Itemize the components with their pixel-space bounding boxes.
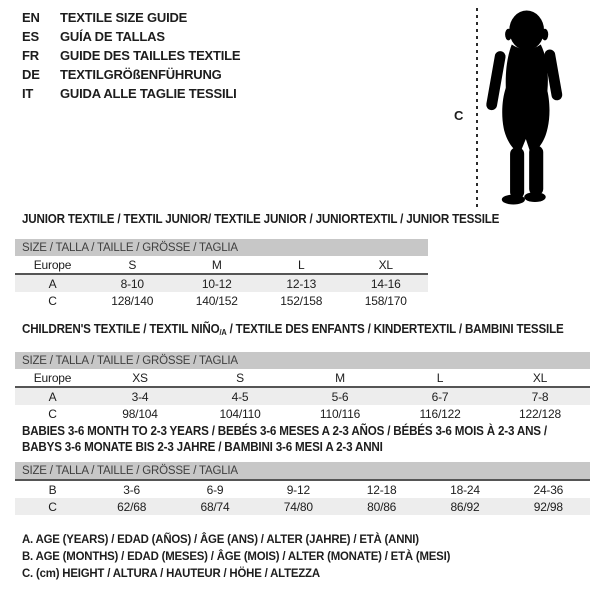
value-cell: 12-13	[259, 274, 344, 292]
lang-row-it	[22, 84, 240, 103]
title-part: / TEXTILE DES ENFANTS / KINDERTEXTIL / BAMBINI TESSILE	[226, 322, 564, 336]
lang-label: GUIDE DES TAILLES TEXTILE	[60, 48, 241, 63]
value-cell: 3-6	[123, 482, 141, 497]
value-cell: 74/80	[257, 498, 340, 515]
value-cell: 98/104	[122, 406, 158, 421]
row-label-cell: C	[15, 498, 90, 515]
section-title-line2: BABYS 3-6 MONATE BIS 2-3 JAHRE / BAMBINI 3-6 MESI A 2-3 ANNI	[22, 440, 383, 454]
language-title-list	[22, 8, 240, 103]
row-label-cell: A	[15, 274, 90, 292]
size-header-bar	[15, 352, 590, 369]
region-header-cell: Europe	[15, 369, 90, 387]
size-col-header: XL	[344, 256, 429, 274]
size-col-header: XL	[490, 369, 590, 387]
value-cell: 6-7	[390, 387, 490, 405]
lang-label: GUIDA ALLE TAGLIE TESSILI	[60, 86, 237, 101]
value-cell: 5-6	[290, 387, 390, 405]
size-col-header: M	[175, 256, 260, 274]
babies-size-table	[15, 462, 590, 515]
size-header-bar	[15, 239, 428, 256]
value-cell: 62/68	[90, 498, 173, 515]
value-cell: 92/98	[507, 498, 590, 515]
lang-label: TEXTILGRÖßENFÜHRUNG	[60, 67, 222, 82]
value-cell: 116/122	[419, 406, 461, 421]
note-height-cm: C. (cm) HEIGHT / ALTURA / HAUTEUR / HÖHE / ALTEZZA	[22, 566, 320, 580]
value-cell: 110/116	[319, 406, 361, 421]
section-childrens-textile	[15, 321, 590, 422]
section-title-line1: BABIES 3-6 MONTH TO 2-3 YEARS / BEBÉS 3-6 MESES A 2-3 AÑOS / BÉBÉS 3-6 MOIS À 2-3 ANS /	[22, 424, 547, 438]
size-col-header: L	[259, 256, 344, 274]
table-header-row	[15, 256, 428, 274]
table-row-age	[15, 274, 428, 292]
baby-silhouette-icon	[483, 8, 567, 207]
note-age-years: A. AGE (YEARS) / EDAD (AÑOS) / ÂGE (ANS) / ALTER (JAHRE) / ETÀ (ANNI)	[22, 532, 419, 546]
children-size-table	[15, 352, 590, 422]
region-header-cell: Europe	[15, 256, 90, 274]
value-cell: 68/74	[173, 498, 256, 515]
row-label-cell: A	[15, 387, 90, 405]
lang-code: IT	[22, 86, 34, 101]
value-cell: 152/158	[280, 293, 323, 308]
table-row-age	[15, 387, 590, 405]
size-col-header: M	[290, 369, 390, 387]
section-title: JUNIOR TEXTILE / TEXTIL JUNIOR/ TEXTILE JUNIOR / JUNIORTEXTIL / JUNIOR TESSILE	[22, 212, 500, 226]
value-cell: 12-18	[366, 482, 397, 497]
height-dotted-line	[476, 8, 478, 207]
legend-notes	[22, 531, 473, 582]
value-cell: 158/170	[364, 293, 407, 308]
lang-label: TEXTILE SIZE GUIDE	[60, 10, 188, 25]
value-cell: 8-10	[90, 274, 175, 292]
table-row-height	[15, 292, 428, 309]
value-cell: 3-4	[90, 387, 190, 405]
row-label-cell: B	[48, 482, 57, 497]
title-part: CHILDREN'S TEXTILE / TEXTIL NIÑO	[22, 322, 220, 336]
lang-row-es	[22, 27, 240, 46]
size-col-header: L	[390, 369, 490, 387]
lang-code: FR	[22, 48, 39, 63]
table-header-row	[15, 369, 590, 387]
lang-code: ES	[22, 29, 39, 44]
section-title	[22, 321, 564, 341]
size-header-label: SIZE / TALLA / TAILLE / GRÖSSE / TAGLIA	[15, 352, 590, 369]
value-cell: 6-9	[206, 482, 224, 497]
size-header-bar	[15, 462, 590, 480]
value-cell: 104/110	[219, 406, 261, 421]
value-cell: 24-36	[533, 482, 564, 497]
lang-code: EN	[22, 10, 40, 25]
size-header-label: SIZE / TALLA / TAILLE / GRÖSSE / TAGLIA	[15, 239, 428, 256]
row-label-cell: C	[48, 293, 57, 308]
lang-code: DE	[22, 67, 40, 82]
value-cell: 4-5	[190, 387, 290, 405]
table-row-height	[15, 498, 590, 515]
size-col-header: S	[90, 256, 175, 274]
value-cell: 9-12	[286, 482, 310, 497]
lang-row-en	[22, 8, 240, 27]
row-label-cell: C	[48, 406, 57, 421]
lang-row-fr	[22, 46, 240, 65]
value-cell: 7-8	[490, 387, 590, 405]
note-age-months: B. AGE (MONTHS) / EDAD (MESES) / ÂGE (MOIS) / ALTER (MONATE) / ETÀ (MESI)	[22, 549, 451, 563]
value-cell: 18-24	[450, 482, 480, 497]
value-cell: 128/140	[111, 293, 154, 308]
junior-size-table	[15, 239, 428, 309]
value-cell: 86/92	[423, 498, 506, 515]
value-cell: 14-16	[344, 274, 429, 292]
title-subscript: /A	[219, 328, 227, 337]
table-row-height	[15, 405, 590, 422]
height-measure-label: C	[454, 108, 464, 123]
lang-label: GUÍA DE TALLAS	[60, 29, 165, 44]
section-junior-textile	[15, 211, 500, 309]
value-cell: 122/128	[519, 406, 561, 421]
size-col-header: S	[190, 369, 290, 387]
value-cell: 80/86	[340, 498, 423, 515]
size-header-label: SIZE / TALLA / TAILLE / GRÖSSE / TAGLIA	[15, 462, 590, 480]
value-cell: 10-12	[175, 274, 260, 292]
value-cell: 140/152	[195, 293, 238, 308]
lang-row-de	[22, 65, 240, 84]
section-babies-textile	[15, 423, 590, 515]
size-col-header: XS	[90, 369, 190, 387]
table-row-age-months	[15, 480, 590, 498]
